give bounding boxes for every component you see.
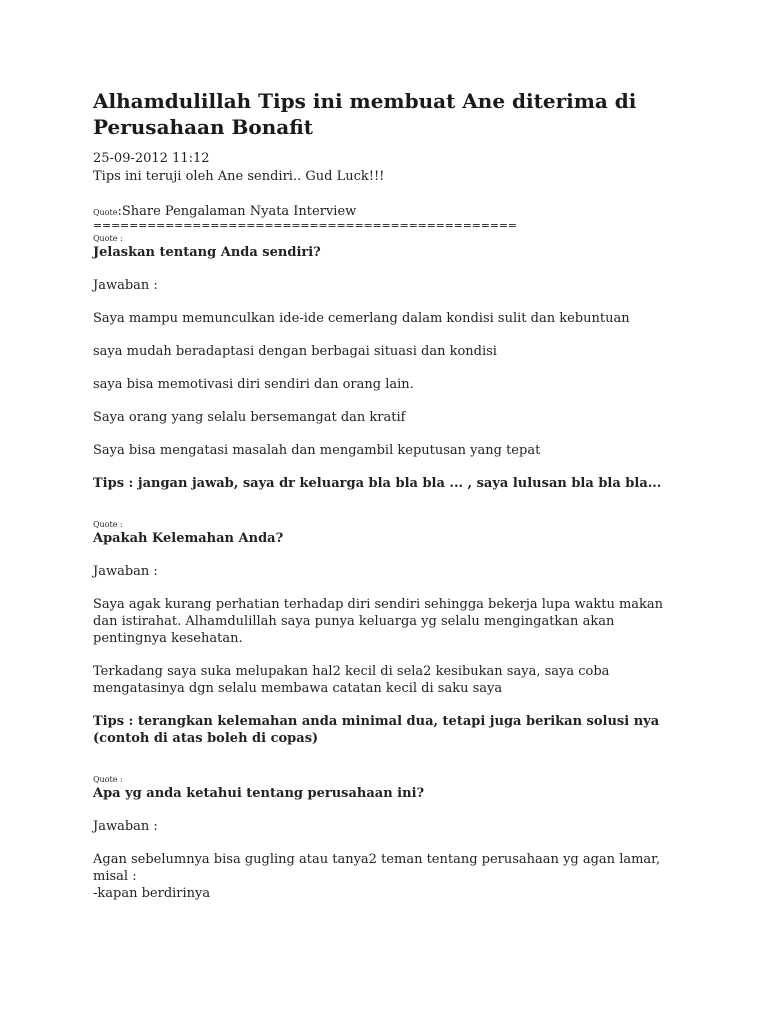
section-quote-label: Quote :	[93, 520, 123, 529]
answer-label: Jawaban :	[93, 278, 158, 293]
qa-section-1	[93, 234, 683, 492]
section-question: Apakah Kelemahan Anda?	[93, 531, 284, 546]
section-tips: Tips : terangkan kelemahan anda minimal dua, tetapi juga berikan solusi nya (contoh di atas boleh di copas)	[93, 714, 660, 746]
answer-paragraph: Saya mampu memunculkan ide-ide cemerlang dalam kondisi sulit dan kebuntuan	[93, 311, 630, 326]
answer-list-item: -kapan berdirinya	[93, 886, 211, 901]
answer-paragraph: Saya orang yang selalu bersemangat dan kratif	[93, 410, 406, 425]
post-meta	[93, 150, 683, 186]
document-page	[93, 88, 683, 902]
document-title	[93, 88, 683, 140]
share-text: :Share Pengalaman Nyata Interview	[117, 204, 357, 219]
answer-paragraph: Saya agak kurang perhatian terhadap diri sendiri sehingga bekerja lupa waktu makan dan istirahat. Alhamdulillah saya punya keluarga yg selalu mengingatkan akan pentingnya kesehatan.	[93, 597, 664, 646]
answer-paragraph: saya mudah beradaptasi dengan berbagai situasi dan kondisi	[93, 344, 497, 359]
divider-rule: ===============================================	[93, 220, 517, 232]
section-question: Jelaskan tentang Anda sendiri?	[93, 245, 321, 260]
qa-section-2	[93, 520, 683, 747]
answer-paragraph: Terkadang saya suka melupakan hal2 kecil di sela2 kesibukan saya, saya coba mengatasinya dgn selalu membawa catatan kecil di saku saya	[93, 664, 610, 696]
section-tips: Tips : jangan jawab, saya dr keluarga bla bla bla ... , saya lulusan bla bla bla...	[93, 476, 662, 491]
quote-label: Quote	[93, 208, 118, 217]
answer-paragraph: saya bisa memotivasi diri sendiri dan orang lain.	[93, 377, 414, 392]
answer-paragraph: Agan sebelumnya bisa gugling atau tanya2 teman tentang perusahaan yg agan lamar, misal :	[93, 852, 661, 884]
post-date: 25-09-2012 11:12	[93, 151, 210, 166]
answer-label: Jawaban :	[93, 819, 158, 834]
title-line-2: Perusahaan Bonafit	[93, 115, 314, 139]
section-quote-label: Quote :	[93, 775, 123, 784]
share-quote	[93, 204, 683, 220]
section-quote-label: Quote :	[93, 234, 123, 243]
title-line-1: Alhamdulillah Tips ini membuat Ane diterima di	[93, 89, 637, 113]
answer-label: Jawaban :	[93, 564, 158, 579]
qa-section-3	[93, 775, 683, 902]
answer-paragraph: Saya bisa mengatasi masalah dan mengambil keputusan yang tepat	[93, 443, 541, 458]
post-intro: Tips ini teruji oleh Ane sendiri.. Gud Luck!!!	[93, 169, 385, 184]
section-question: Apa yg anda ketahui tentang perusahaan ini?	[93, 786, 425, 801]
